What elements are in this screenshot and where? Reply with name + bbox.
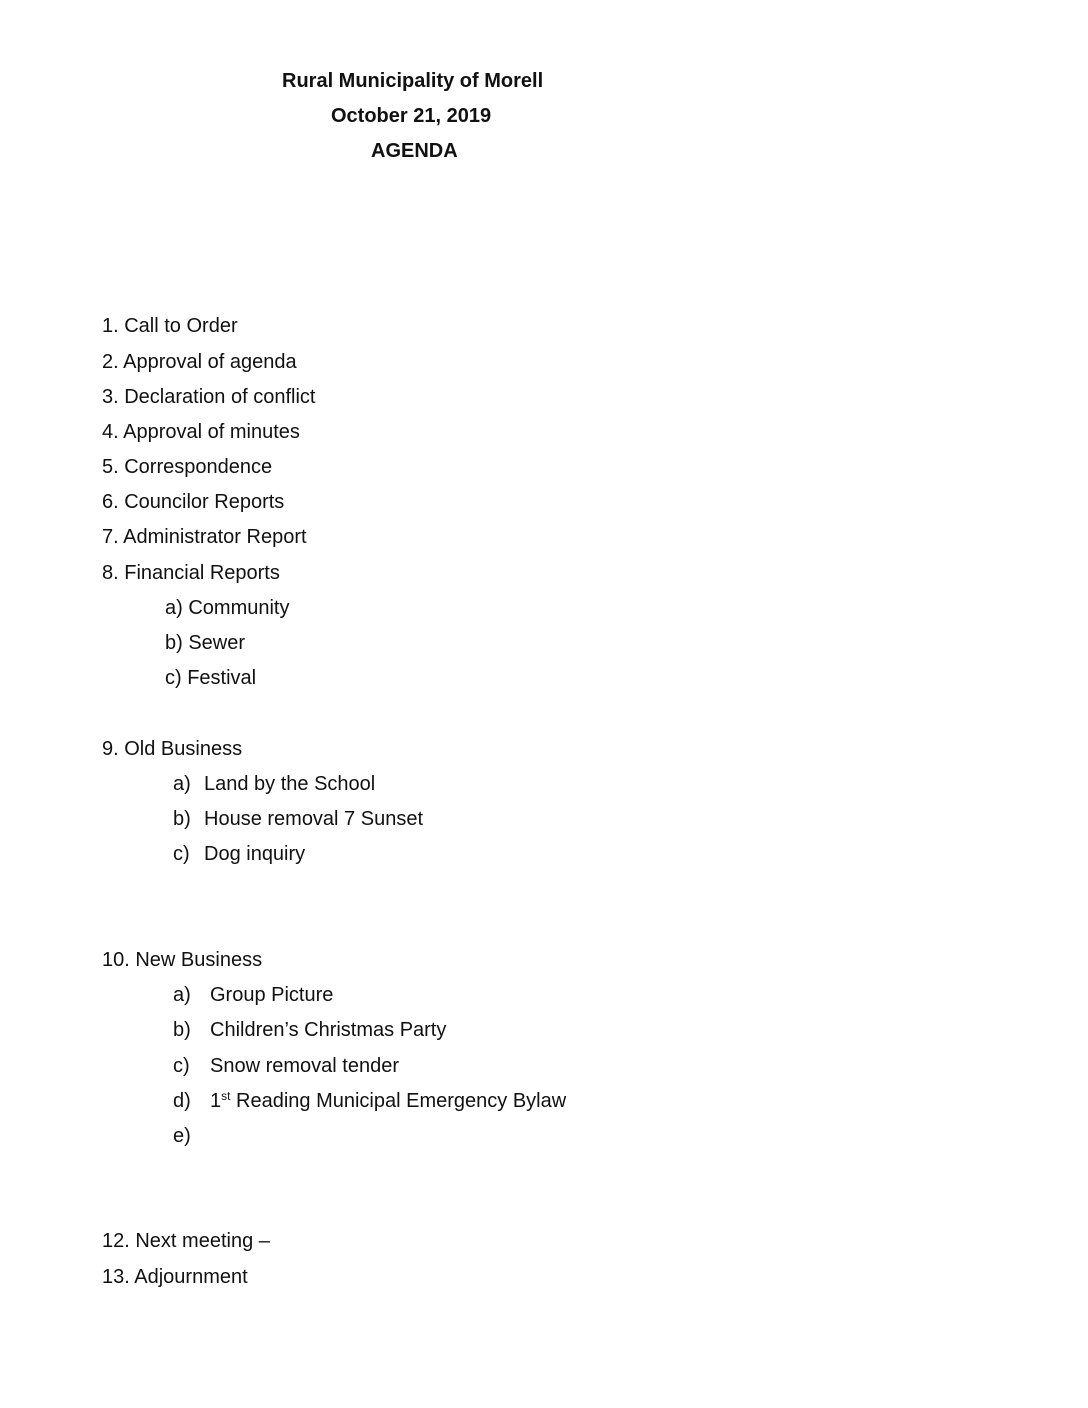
agenda-subitem-10e [173, 1124, 210, 1148]
agenda-item-9: 9. Old Business [102, 738, 243, 760]
subitem-letter: b) [173, 808, 191, 830]
ordinal-suffix: st [221, 1089, 231, 1103]
agenda-item-13: 13. Adjournment [102, 1266, 248, 1288]
subitem-letter: a) [173, 984, 191, 1006]
agenda-item-6: 6. Councilor Reports [102, 491, 285, 513]
agenda-subitem-10b [173, 1018, 446, 1042]
agenda-item-8: 8. Financial Reports [102, 562, 280, 584]
subitem-letter: c) [173, 1055, 190, 1077]
agenda-subitem-10c [173, 1054, 399, 1078]
subitem-text: Dog inquiry [204, 843, 306, 865]
subitem-letter: a) [173, 773, 191, 795]
agenda-subitem-8a: a) Community [165, 597, 290, 619]
subitem-letter: e) [173, 1125, 191, 1147]
agenda-item-4: 4. Approval of minutes [102, 421, 300, 443]
agenda-item-12: 12. Next meeting – [102, 1230, 270, 1252]
agenda-subitem-10a [173, 983, 333, 1007]
subitem-text: Reading Municipal Emergency Bylaw [230, 1090, 567, 1112]
agenda-item-10: 10. New Business [102, 949, 263, 971]
agenda-subitem-8b: b) Sewer [165, 632, 246, 654]
agenda-item-7: 7. Administrator Report [102, 526, 307, 548]
organization-name: Rural Municipality of Morell [282, 70, 544, 92]
subitem-letter: d) [173, 1090, 191, 1112]
agenda-subitem-9c [173, 842, 305, 866]
agenda-subitem-10d [173, 1089, 566, 1113]
subitem-letter: b) [173, 1019, 191, 1041]
subitem-text: Snow removal tender [210, 1055, 399, 1077]
meeting-date: October 21, 2019 [331, 105, 492, 127]
subitem-text: Children’s Christmas Party [210, 1019, 447, 1041]
agenda-item-2: 2. Approval of agenda [102, 351, 297, 373]
agenda-item-5: 5. Correspondence [102, 456, 273, 478]
subitem-text: House removal 7 Sunset [204, 808, 424, 830]
agenda-subitem-9a [173, 772, 375, 796]
agenda-item-3: 3. Declaration of conflict [102, 386, 316, 408]
subitem-text: Group Picture [210, 984, 334, 1006]
document-title: AGENDA [371, 140, 458, 162]
agenda-subitem-8c: c) Festival [165, 667, 257, 689]
agenda-item-1: 1. Call to Order [102, 315, 238, 337]
subitem-letter: c) [173, 843, 190, 865]
subitem-text-number: 1 [210, 1090, 222, 1112]
agenda-subitem-9b [173, 807, 423, 831]
subitem-text: Land by the School [204, 773, 376, 795]
